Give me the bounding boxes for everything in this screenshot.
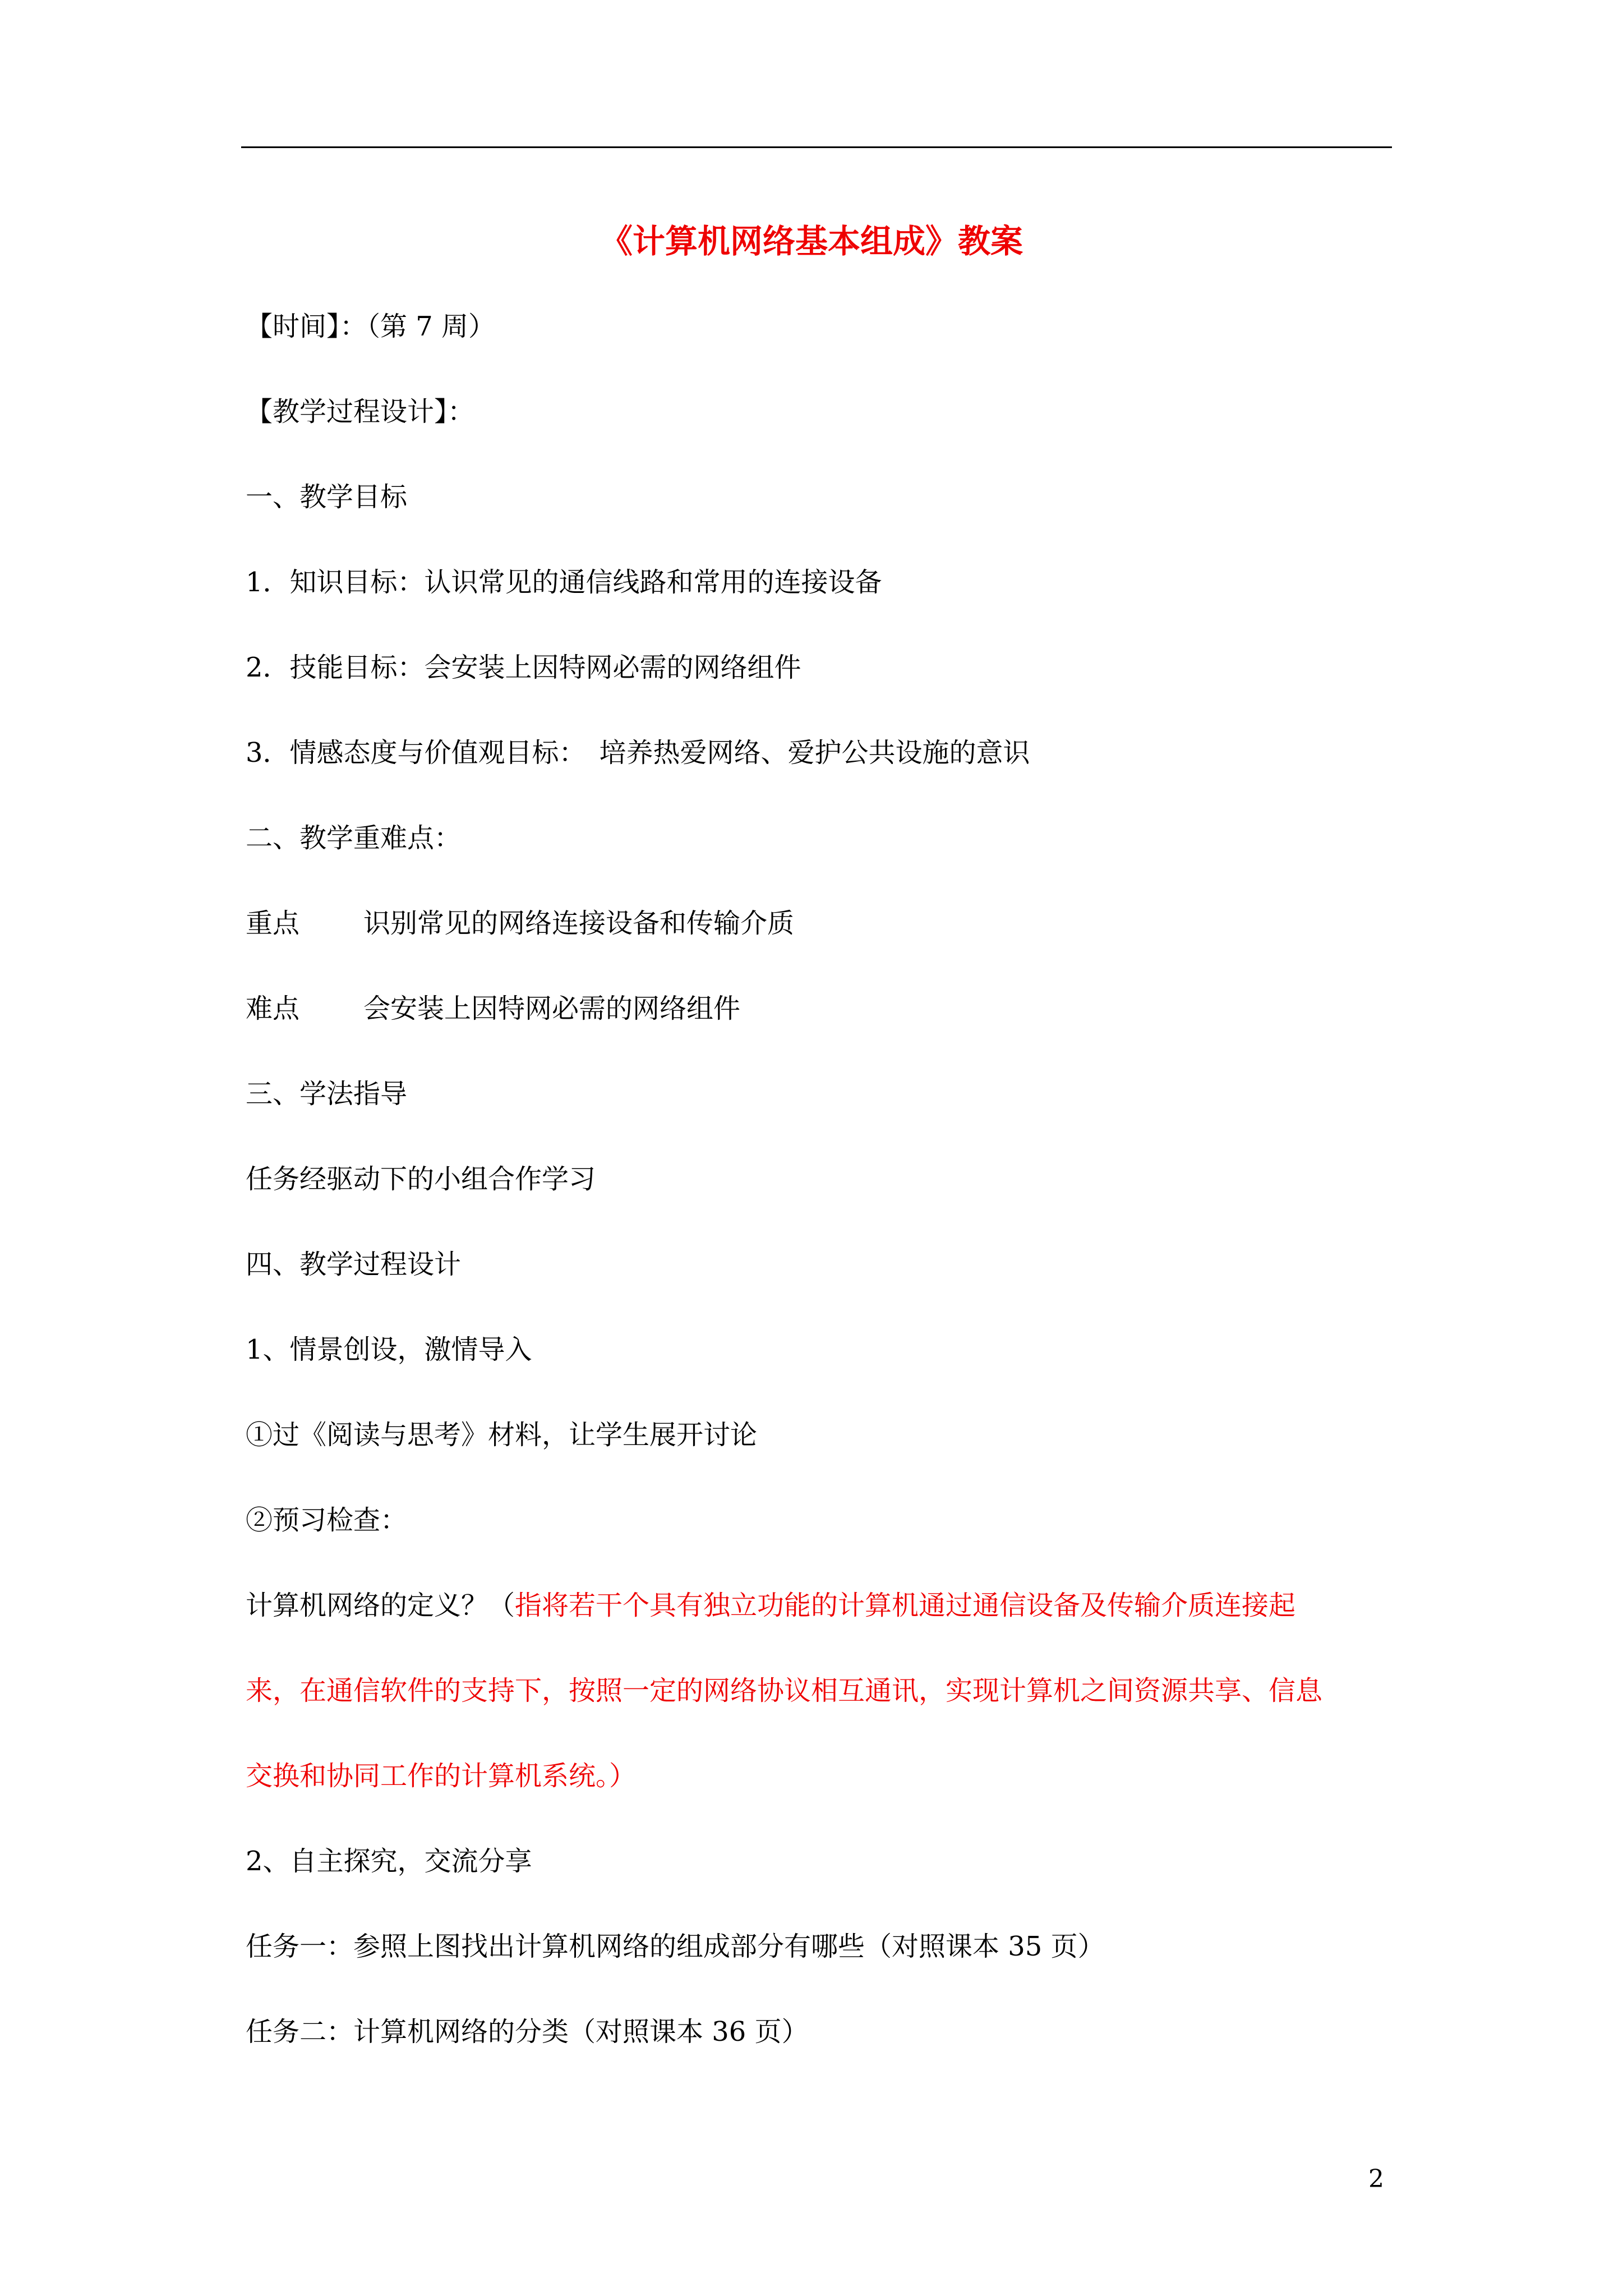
page-number: 2 [1368,2165,1384,2193]
key-point-label: 重点 [246,908,300,939]
difficult-point [246,986,740,1031]
difficult-point-text: 会安装上因特网必需的网络组件 [363,993,741,1024]
task-2: 任务二：计算机网络的分类（对照课本 36 页） [246,2016,809,2047]
goal-skill: 2．技能目标：会安装上因特网必需的网络组件 [246,652,801,683]
step-1-heading: 1、情景创设，激情导入 [246,1334,532,1365]
answer-text-line-3: 交换和协同工作的计算机系统。） [246,1760,637,1792]
step-1-item-2: ②预习检查： [246,1504,408,1536]
method-text: 任务经驱动下的小组合作学习 [246,1163,596,1195]
time-line: 【时间】：（第 7 周） [246,311,496,342]
section-heading-goals: 一、教学目标 [246,481,408,513]
section-heading-method: 三、学法指导 [246,1078,408,1110]
design-header: 【教学过程设计】： [246,396,475,427]
key-point [246,901,794,946]
section-heading-keypoints: 二、教学重难点： [246,822,462,854]
goal-knowledge: 1．知识目标：认识常见的通信线路和常用的连接设备 [246,567,882,598]
section-heading-process: 四、教学过程设计 [246,1249,462,1280]
answer-text-line-1: 指将若干个具有独立功能的计算机通过通信设备及传输介质连接起 [515,1590,1296,1621]
definition-question [246,1583,1295,1628]
header-rule [241,146,1392,148]
step-1-item-1: ①过《阅读与思考》材料，让学生展开讨论 [246,1419,758,1451]
answer-text-line-2: 来，在通信软件的支持下，按照一定的网络协议相互通讯，实现计算机之间资源共享、信息 [246,1675,1323,1706]
question-text: 计算机网络的定义？（ [246,1590,515,1621]
goal-attitude: 3．情感态度与价值观目标： 培养热爱网络、爱护公共设施的意识 [246,737,1030,769]
task-1: 任务一：参照上图找出计算机网络的组成部分有哪些（对照课本 35 页） [246,1931,1105,1962]
step-2-heading: 2、自主探究，交流分享 [246,1846,532,1877]
difficult-point-label: 难点 [246,993,300,1024]
key-point-text: 识别常见的网络连接设备和传输介质 [363,908,795,939]
document-title: 《计算机网络基本组成》教案 [600,222,1023,260]
